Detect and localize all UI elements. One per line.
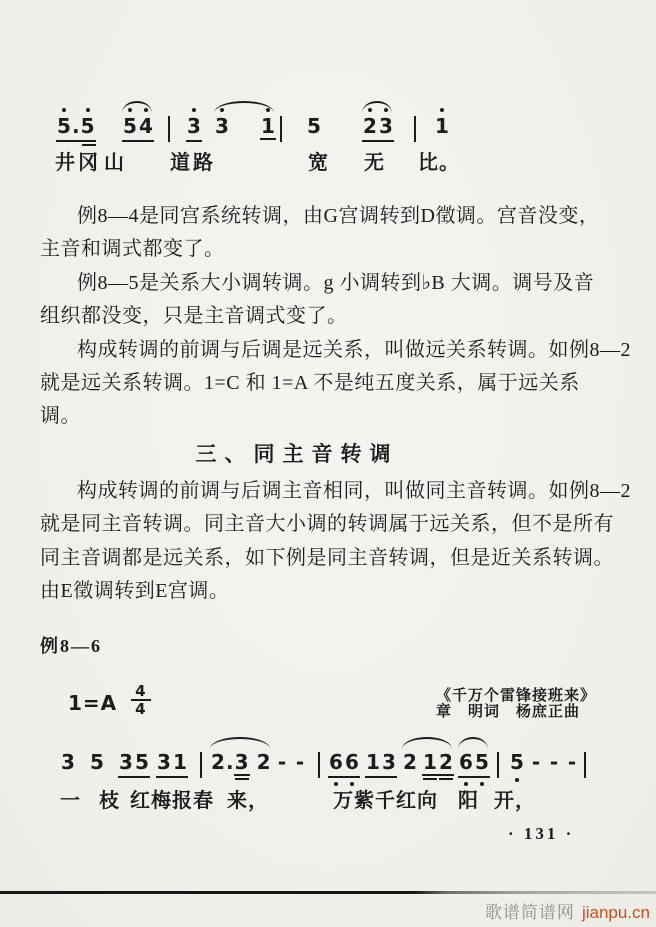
note-group <box>564 750 580 774</box>
octave-dot-high <box>62 108 66 112</box>
octave-dot-high <box>266 108 270 112</box>
note: 3 <box>234 750 249 774</box>
lyric-syllable: 向 <box>417 790 438 812</box>
augmentation-dot: . <box>72 114 80 138</box>
duration-dash: - <box>295 750 305 774</box>
paragraph-line: 调。 <box>40 405 81 428</box>
note: 5 <box>122 114 138 138</box>
paragraph <box>40 334 631 434</box>
song-authors: 章 明词 杨庶正曲 <box>436 704 581 720</box>
note: 5 <box>135 750 149 774</box>
note: 3 <box>61 750 75 774</box>
note: 1 <box>423 750 437 774</box>
barline <box>584 752 586 778</box>
duration-dash: - <box>277 750 287 774</box>
lyric-syllable: 枝 <box>99 790 120 812</box>
lyrics-line-song <box>0 784 656 814</box>
barline <box>168 116 170 142</box>
lyrics-line-top <box>0 146 656 176</box>
paragraph-line: 就是同主音转调。同主音大小调的转调属于远关系，但不是所有 <box>40 513 614 536</box>
paragraph <box>40 267 622 334</box>
note: 2 <box>439 750 453 774</box>
note: 3 <box>214 114 230 138</box>
paragraph-line: 构成转调的前调与后调是远关系，叫做远关系转调。如例8—2 <box>77 338 631 361</box>
slur-arc <box>402 737 452 749</box>
paragraph-line: 就是远关系转调。1=C 和 1=A 不是纯五度关系，属于远关系 <box>40 372 580 395</box>
duration-dash: - <box>567 750 577 774</box>
note: 6 <box>344 750 360 774</box>
note-group <box>156 750 188 778</box>
octave-dot-high <box>144 108 148 112</box>
note: 5 <box>307 114 321 138</box>
lyric-syllable: 万 <box>333 790 354 812</box>
barline <box>200 752 202 778</box>
note: 5 <box>509 750 525 774</box>
note-group <box>122 114 154 142</box>
example-label: 例8—6 <box>40 636 102 657</box>
paragraph-line: 同主音调都是远关系，如下例是同主音转调，但是近关系转调。 <box>40 546 614 569</box>
note-group <box>186 114 202 142</box>
key-signature <box>68 684 151 716</box>
lyric-syllable: 一 <box>60 790 81 812</box>
note-group <box>362 114 394 142</box>
lyric-syllable: 来， <box>227 790 269 812</box>
lyric-syllable: 比。 <box>418 152 460 174</box>
watermark-site-name: 歌谱简谱网 <box>484 903 575 922</box>
note-group <box>210 750 272 776</box>
paragraph-line: 组织都没变，只是主音调式变了。 <box>40 305 348 328</box>
note: 5 <box>80 114 96 138</box>
note: 2 <box>211 750 225 774</box>
note: 2 <box>256 750 271 774</box>
note-group <box>292 750 308 774</box>
time-signature-denominator: 4 <box>135 700 147 718</box>
section-heading: 三、同主音转调 <box>195 441 399 466</box>
note-group <box>546 750 562 774</box>
note: 1 <box>366 750 380 774</box>
song-credits <box>436 688 596 720</box>
lyric-syllable: 宽 <box>308 152 329 174</box>
lyric-syllable: 千 <box>375 790 396 812</box>
note-group <box>528 750 544 774</box>
note-group <box>56 114 96 142</box>
duration-dash: - <box>549 750 559 774</box>
lyric-syllable: 阳 <box>458 790 479 812</box>
note-group <box>328 750 360 778</box>
body-text <box>40 200 631 660</box>
paragraph-line: 例8—4是同宫系统转调，由G宫调转到D徵调。宫音没变， <box>77 205 600 227</box>
note: 6 <box>458 750 474 774</box>
lyric-syllable: 春 <box>193 790 214 812</box>
note-group <box>118 750 150 778</box>
watermark-site-url: jianpu.cn <box>581 903 650 922</box>
lyric-syllable: 红 <box>130 790 151 812</box>
time-signature <box>131 684 150 716</box>
barline <box>497 752 499 778</box>
lyric-syllable: 报 <box>172 790 193 812</box>
note: 5 <box>474 750 490 774</box>
duration-dash: - <box>531 750 541 774</box>
lyric-syllable: 红 <box>396 790 417 812</box>
octave-dot-high <box>368 108 372 112</box>
note-group <box>458 750 490 778</box>
note-group <box>89 750 105 774</box>
slur-arc <box>458 737 488 749</box>
paragraph <box>40 200 622 267</box>
note: 4 <box>138 114 154 138</box>
lyric-syllable: 路 <box>193 152 214 174</box>
note-group <box>306 114 322 138</box>
key-label: 1=A <box>68 691 118 715</box>
note: 3 <box>378 114 394 138</box>
lyric-syllable: 无 <box>364 152 385 174</box>
note: 3 <box>157 750 171 774</box>
note: 6 <box>328 750 344 774</box>
note: 3 <box>382 750 396 774</box>
lyric-syllable: 紫 <box>354 790 375 812</box>
slur-arc <box>210 737 270 749</box>
note: 5 <box>56 114 72 138</box>
octave-dot-high <box>220 108 224 112</box>
octave-dot-low <box>515 778 519 782</box>
note: 1 <box>260 114 276 140</box>
note-group <box>402 750 454 776</box>
paragraph <box>40 475 631 609</box>
note: 3 <box>186 114 202 138</box>
lyric-syllable: 冈 <box>78 152 99 174</box>
note: 1 <box>434 114 450 138</box>
octave-dot-high <box>192 108 196 112</box>
barline <box>318 752 320 778</box>
note-group <box>509 750 525 774</box>
note: 2 <box>403 750 417 774</box>
page-number: · 131 · <box>508 824 575 843</box>
note-group <box>214 114 276 140</box>
lyric-syllable: 道 <box>170 152 191 174</box>
octave-dot-high <box>384 108 388 112</box>
note: 2 <box>362 114 378 138</box>
note-group <box>365 750 397 778</box>
note: 5 <box>90 750 104 774</box>
time-signature-numerator: 4 <box>131 684 150 701</box>
octave-dot-high <box>440 108 444 112</box>
barline <box>414 116 416 142</box>
watermark <box>485 898 650 923</box>
song-title: 《千万个雷锋接班来》 <box>436 688 597 704</box>
bottom-rule <box>0 891 656 894</box>
note: 1 <box>173 750 187 774</box>
note-group <box>60 750 76 774</box>
octave-dot-high <box>86 108 90 112</box>
note: 3 <box>119 750 133 774</box>
lyric-syllable: 开， <box>494 790 536 812</box>
augmentation-dot: . <box>226 750 234 774</box>
note-group <box>434 114 450 138</box>
octave-dot-high <box>128 108 132 112</box>
note-group <box>274 750 290 774</box>
lyric-syllable: 山 <box>104 152 125 174</box>
paragraph-line: 主音和调式都变了。 <box>40 238 225 261</box>
paragraph-line: 由E徵调转到E宫调。 <box>40 580 230 603</box>
lyric-syllable: 梅 <box>151 790 172 812</box>
paragraph-line: 例8—5是关系大小调转调。g 小调转到♭B 大调。调号及音 <box>77 271 595 294</box>
paragraph-line: 构成转调的前调与后调主音相同，叫做同主音转调。如例8—2 <box>77 479 631 502</box>
lyric-syllable: 井 <box>55 152 76 174</box>
barline <box>280 116 282 142</box>
